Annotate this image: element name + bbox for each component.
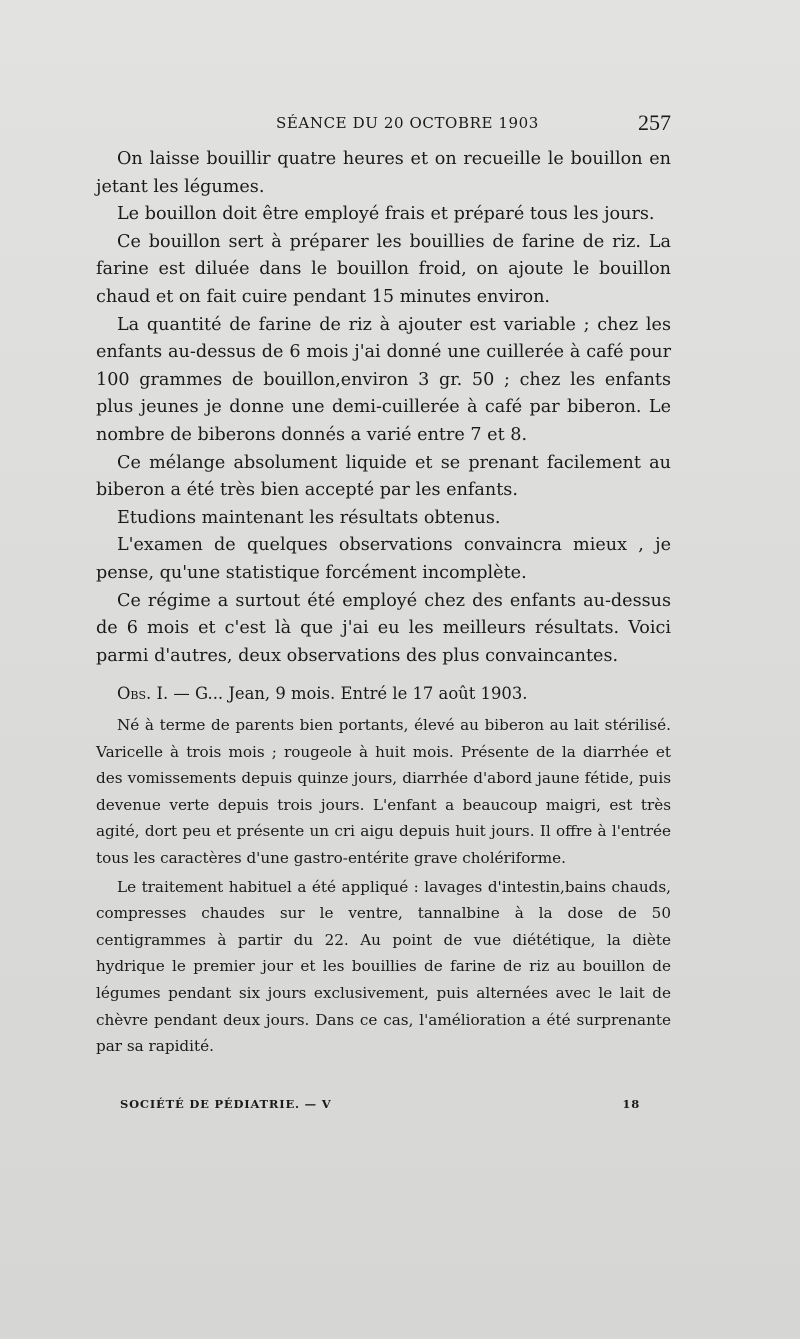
observation-heading-text: — G... Jean, 9 mois. Entré le 17 août 1903.: [168, 684, 528, 703]
observation-paragraph: Né à terme de parents bien portants, élevé au biberon au lait stérilisé. Varicelle à trois mois ; rougeole à huit mois. Présente de la diarrhée et des vomissements depuis quinze jours, diarrhée d'abord jaune fétide, puis devenue verte depuis trois jours. L'enfant a beaucoup maigri, est très agité, dort peu et présente un cri aigu depuis huit jours. Il offre à l'entrée tous les caractères d'une gastro-entérite grave cholériforme.: [96, 716, 671, 867]
paragraph: La quantité de farine de riz à ajouter est variable ; chez les enfants au-dessus de 6 mois j'ai donné une cuillerée à café pour 100 grammes de bouillon,environ 3 gr. 50 ; chez les enfants plus jeunes je donne une demi-cuillerée à café par biberon. Le nombre de biberons donnés a varié entre 7 et 8.: [96, 314, 671, 445]
paragraph: Ce régime a surtout été employé chez des enfants au-dessus de 6 mois et c'est là que j'ai eu les meilleurs résultats. Voici parmi d'autres, deux observations des plus convaincantes.: [96, 590, 671, 666]
paragraph: On laisse bouillir quatre heures et on recueille le bouillon en jetant les légumes.: [96, 149, 671, 197]
paragraph: Ce bouillon sert à préparer les bouillies de farine de riz. La farine est diluée dans le bouillon froid, on ajoute le bouillon chaud et on fait cuire pendant 15 minutes environ.: [96, 231, 671, 307]
observation-label: Obs. I.: [117, 684, 169, 703]
observation-heading: [96, 680, 671, 708]
paragraph: Le bouillon doit être employé frais et préparé tous les jours.: [117, 204, 655, 225]
paragraph: Ce mélange absolument liquide et se prenant facilement au biberon a été très bien accepté par les enfants.: [96, 452, 671, 501]
signature-mark: 18: [622, 1097, 640, 1111]
observation-section: [96, 680, 671, 1060]
paragraph: L'examen de quelques observations convaincra mieux , je pense, qu'une statistique forcément incomplète.: [96, 535, 671, 583]
signature-text: SOCIÉTÉ DE PÉDIATRIE. — V: [120, 1097, 332, 1111]
paragraph: Etudions maintenant les résultats obtenus.: [117, 507, 501, 528]
main-text: [96, 146, 671, 670]
observation-paragraph: Le traitement habituel a été appliqué : lavages d'intestin,bains chauds, compresses chaudes sur le ventre, tannalbine à la dose de 50 centigrammes à partir du 22. Au point de vue diététique, la diète hydrique le premier jour et les bouillies de farine de riz au bouillon de légumes pendant six jours exclusivement, puis alternées avec le lait de chèvre pendant deux jours. Dans ce cas, l'amélioration a été surprenante par sa rapidité.: [96, 877, 671, 1056]
printer-signature: [120, 1097, 640, 1117]
page-number: 257: [638, 110, 671, 135]
running-head: [96, 110, 671, 140]
running-title: SÉANCE DU 20 OCTOBRE 1903: [276, 114, 539, 132]
